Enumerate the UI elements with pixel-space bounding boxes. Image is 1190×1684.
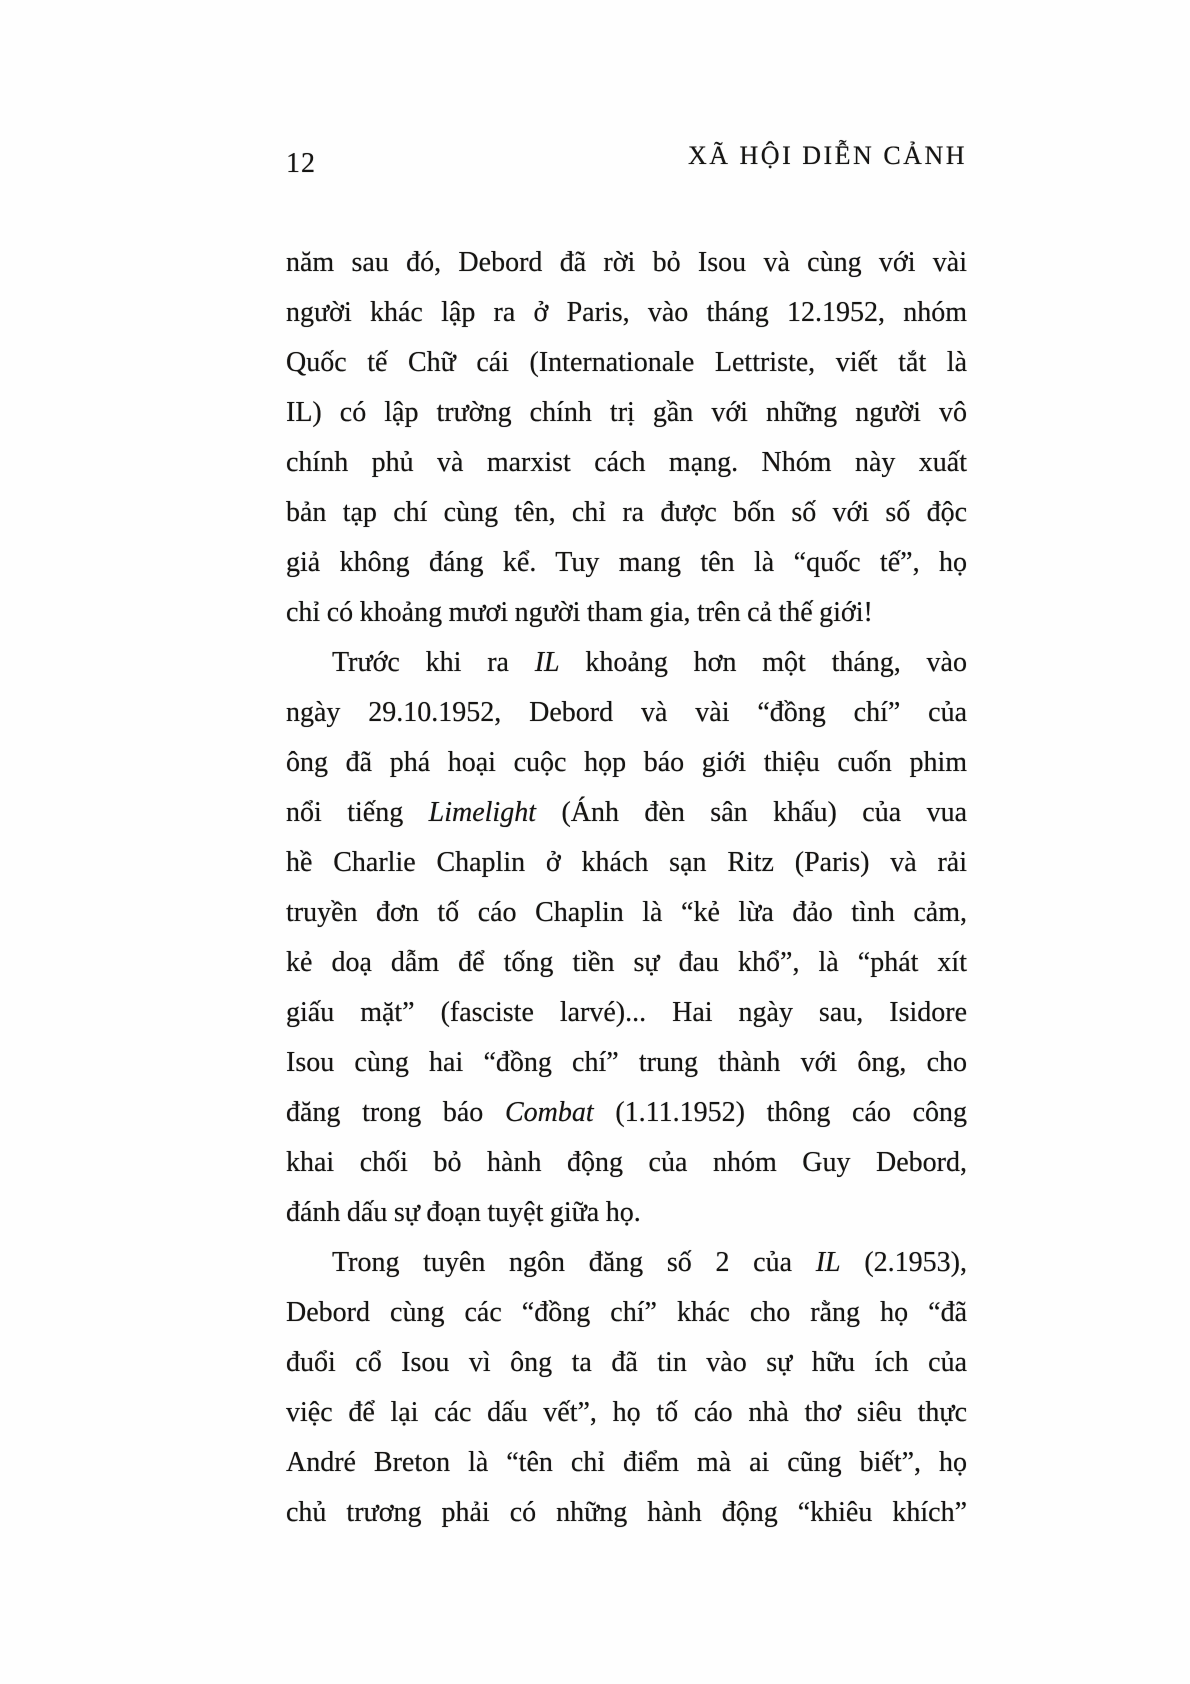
text-line: Trong tuyên ngôn đăng số 2 của IL (2.1953),: [332, 1247, 967, 1278]
text-line: truyền đơn tố cáo Chaplin là “kẻ lừa đảo tình cảm,: [286, 897, 967, 928]
text-line: Debord cùng các “đồng chí” khác cho rằng họ “đã: [286, 1297, 967, 1328]
running-title: XÃ HỘI DIỄN CẢNH: [687, 141, 967, 170]
text-line: ông đã phá hoại cuộc họp báo giới thiệu cuốn phim: [286, 747, 967, 778]
paragraph: [286, 1238, 967, 1538]
text-line: đuổi cổ Isou vì ông ta đã tin vào sự hữu ích của: [286, 1347, 967, 1378]
text-line: André Breton là “tên chỉ điểm mà ai cũng biết”, họ: [286, 1447, 967, 1478]
text-line: Isou cùng hai “đồng chí” trung thành với ông, cho: [286, 1047, 967, 1078]
text-line: khai chối bỏ hành động của nhóm Guy Debord,: [286, 1147, 967, 1178]
text-line: chính phủ và marxist cách mạng. Nhóm này xuất: [286, 447, 967, 478]
text-line: giả không đáng kể. Tuy mang tên là “quốc tế”, họ: [286, 547, 967, 578]
paragraph: [286, 238, 967, 638]
italic-term: IL: [534, 647, 560, 678]
page-header: [286, 140, 967, 179]
text-line: năm sau đó, Debord đã rời bỏ Isou và cùng với vài: [286, 247, 967, 278]
italic-term: Combat: [504, 1097, 594, 1128]
text-line: đánh dấu sự đoạn tuyệt giữa họ.: [286, 1197, 641, 1228]
page-body: [286, 238, 967, 1538]
text-line: đăng trong báo Combat (1.11.1952) thông cáo công: [286, 1097, 967, 1128]
text-line: hề Charlie Chaplin ở khách sạn Ritz (Paris) và rải: [286, 847, 967, 878]
text-line: Quốc tế Chữ cái (Internationale Lettriste, viết tắt là: [286, 347, 967, 378]
paragraph: [286, 638, 967, 1238]
text-line: chỉ có khoảng mươi người tham gia, trên cả thế giới!: [286, 597, 873, 628]
text-line: việc để lại các dấu vết”, họ tố cáo nhà thơ siêu thực: [286, 1397, 967, 1428]
text-line: IL) có lập trường chính trị gần với những người vô: [286, 397, 967, 428]
text-line: Trước khi ra IL khoảng hơn một tháng, vào: [332, 647, 967, 678]
text-line: người khác lập ra ở Paris, vào tháng 12.1952, nhóm: [286, 297, 967, 328]
text-line: chủ trương phải có những hành động “khiêu khích”: [286, 1497, 967, 1528]
text-line: bản tạp chí cùng tên, chỉ ra được bốn số với số độc: [286, 497, 967, 528]
text-line: kẻ doạ dẫm để tống tiền sự đau khổ”, là “phát xít: [286, 947, 967, 978]
text-line: ngày 29.10.1952, Debord và vài “đồng chí” của: [286, 697, 967, 728]
italic-term: Limelight: [428, 797, 536, 828]
page-number: 12: [286, 148, 316, 179]
text-line: nổi tiếng Limelight (Ánh đèn sân khấu) của vua: [286, 797, 967, 828]
text-line: giấu mặt” (fasciste larvé)... Hai ngày sau, Isidore: [286, 997, 967, 1028]
italic-term: IL: [815, 1247, 841, 1278]
